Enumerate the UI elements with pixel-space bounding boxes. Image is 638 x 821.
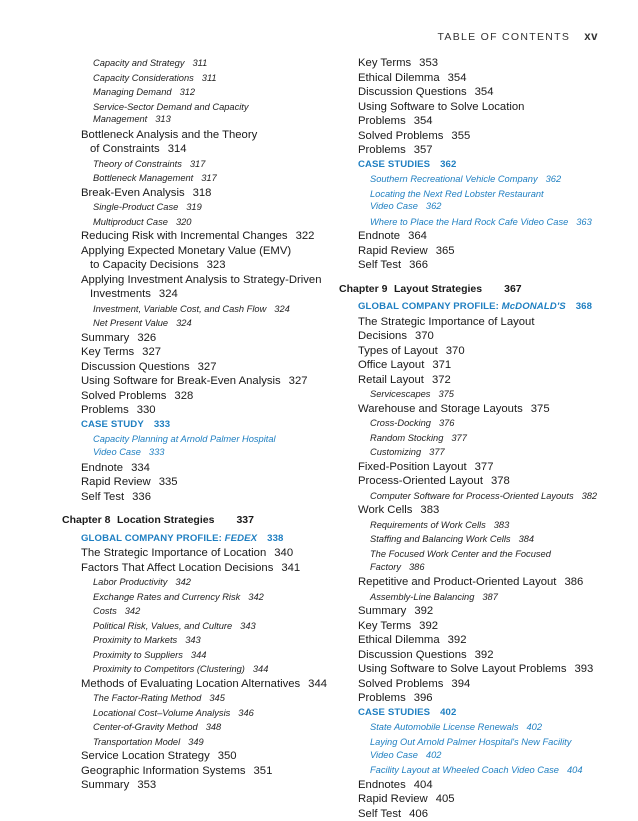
feature-label: GLOBAL COMPANY PROFILE:: [81, 532, 222, 544]
toc-feature-heading[interactable]: [339, 300, 601, 315]
entry-title: Using Software to Solve Layout Problems: [358, 663, 567, 676]
toc-section-entry[interactable]: [62, 360, 330, 375]
toc-subsection-entry[interactable]: [339, 445, 601, 460]
running-head-label: TABLE OF CONTENTS: [437, 31, 571, 43]
toc-subsection-entry[interactable]: [339, 518, 601, 533]
page-number: 402: [425, 749, 442, 760]
feature-label: CASE STUDIES: [358, 158, 431, 170]
entry-title: Servicescapes: [370, 389, 431, 400]
entry-title: Capacity and Strategy: [93, 58, 185, 68]
entry-title: Self Test: [358, 807, 402, 820]
page-number: 317: [201, 173, 217, 184]
page-number: 393: [574, 663, 594, 676]
toc-section-entry[interactable]: [339, 691, 601, 706]
page-number: 376: [438, 418, 455, 429]
toc-section-entry[interactable]: [62, 273, 330, 302]
toc-subsection-entry[interactable]: [339, 590, 601, 605]
page-number: 344: [190, 649, 207, 660]
entry-title: Facility Layout at Wheeled Coach Video Case: [370, 765, 559, 776]
page-number: 326: [137, 331, 157, 344]
page-number: 396: [413, 692, 433, 705]
toc-section-entry[interactable]: [62, 677, 330, 692]
entry-title: Customizing: [370, 447, 422, 458]
toc-case-entry[interactable]: [339, 187, 601, 215]
toc-section-entry[interactable]: [339, 258, 601, 273]
toc-subsection-entry[interactable]: [62, 662, 330, 677]
entry-title: Using Software for Break-Even Analysis: [81, 375, 281, 388]
entry-title: The Strategic Importance of Location: [81, 547, 267, 560]
page-number: 342: [124, 606, 141, 617]
entry-title: Endnote: [81, 461, 124, 474]
feature-company: McDONALD'S: [501, 301, 566, 313]
entry-title: Endnote: [358, 230, 401, 243]
toc-section-entry[interactable]: [339, 358, 601, 373]
page-number: 334: [131, 461, 150, 474]
page-number: 313: [155, 114, 171, 125]
page-number: 367: [504, 282, 522, 295]
page-number: 377: [451, 432, 467, 443]
page-number: 365: [435, 244, 455, 257]
chapter-title: Location Strategies: [117, 514, 215, 527]
page-number: 386: [409, 561, 425, 572]
page-number: 372: [431, 373, 451, 386]
entry-title: Solved Problems: [358, 129, 444, 142]
page-number: 351: [253, 764, 273, 777]
page-number: 362: [440, 158, 457, 170]
page-number: 355: [451, 129, 471, 142]
toc-section-entry[interactable]: [339, 474, 601, 489]
entry-title: Single-Product Case: [93, 202, 179, 213]
entry-title: Managing Demand: [93, 87, 172, 97]
entry-title: Proximity to Competitors (Clustering): [93, 664, 245, 675]
toc-section-entry[interactable]: [62, 345, 330, 360]
entry-title: Random Stocking: [370, 432, 444, 443]
entry-title: Geographic Information Systems: [81, 764, 246, 777]
entry-title: Reducing Risk with Incremental Changes: [81, 230, 288, 243]
toc-subsection-entry[interactable]: [62, 735, 330, 750]
toc-section-entry[interactable]: [62, 764, 330, 779]
toc-section-entry[interactable]: [339, 402, 601, 417]
page-number: 323: [206, 259, 226, 272]
entry-title: Applying Investment Analysis to Strategy-Driven Investments: [81, 273, 322, 301]
entry-title: Investment, Variable Cost, and Cash Flow: [93, 303, 267, 314]
entry-title: Discussion Questions: [358, 648, 467, 661]
page-number: 327: [197, 360, 217, 373]
toc-section-entry[interactable]: [62, 229, 330, 244]
toc-section-entry[interactable]: [62, 546, 330, 561]
toc-left-column: [62, 56, 330, 793]
entry-title: Break-Even Analysis: [81, 186, 185, 199]
entry-title: Cross-Docking: [370, 418, 431, 429]
page-number: 386: [564, 576, 584, 589]
toc-feature-heading[interactable]: [339, 158, 601, 173]
toc-right-column: [339, 56, 601, 821]
entry-title: Key Terms: [358, 619, 412, 632]
toc-section-entry[interactable]: [62, 186, 330, 201]
entry-title: Summary: [81, 331, 130, 344]
page-number: 404: [566, 765, 583, 776]
entry-title: Problems: [358, 144, 406, 156]
page-number: 322: [295, 230, 315, 243]
toc-subsection-entry[interactable]: [62, 215, 330, 230]
toc-section-entry[interactable]: [339, 778, 601, 793]
entry-title: Process-Oriented Layout: [358, 475, 483, 488]
entry-title: Discussion Questions: [81, 360, 190, 373]
page-number: 406: [409, 807, 428, 820]
entry-title: Repetitive and Product-Oriented Layout: [358, 576, 557, 589]
page-number: 314: [167, 143, 187, 156]
entry-title: Computer Software for Process-Oriented Layouts: [370, 490, 574, 501]
page-number: 335: [158, 476, 178, 489]
toc-subsection-entry[interactable]: [62, 604, 330, 619]
page-number: 342: [248, 591, 264, 602]
entry-title: Service-Sector Demand and Capacity Management: [93, 101, 249, 125]
page-number: 392: [414, 605, 434, 618]
entry-title: Bottleneck Analysis and the Theory of Constraints: [81, 128, 258, 156]
entry-title: Solved Problems: [81, 389, 167, 402]
toc-section-entry[interactable]: [339, 677, 601, 692]
page-number: 327: [142, 346, 162, 359]
toc-section-entry[interactable]: [62, 461, 330, 476]
feature-label: CASE STUDIES: [358, 706, 431, 718]
entry-title: The Focused Work Center and the Focused Factory: [370, 548, 551, 572]
toc-section-entry[interactable]: [339, 71, 601, 86]
page-number: 344: [308, 677, 328, 690]
entry-title: Work Cells: [358, 504, 413, 517]
entry-title: Net Present Value: [93, 318, 169, 329]
entry-title: Multiproduct Case: [93, 216, 168, 227]
toc-subsection-entry[interactable]: [62, 633, 330, 648]
toc-subsection-entry[interactable]: [62, 619, 330, 634]
toc-section-entry[interactable]: [339, 604, 601, 619]
page-number: 319: [186, 202, 202, 213]
entry-title: Self Test: [81, 490, 125, 503]
toc-section-entry[interactable]: [62, 128, 330, 157]
toc-case-entry[interactable]: [62, 432, 330, 460]
chapter-number: Chapter 9: [339, 282, 388, 295]
entry-title: Key Terms: [81, 346, 135, 359]
page-number: 317: [189, 158, 206, 169]
toc-feature-heading[interactable]: [62, 532, 330, 547]
page-number: 368: [575, 301, 593, 313]
entry-title: Office Layout: [358, 359, 425, 372]
page-number: 353: [137, 779, 157, 792]
entry-title: Warehouse and Storage Layouts: [358, 402, 523, 415]
toc-subsection-entry[interactable]: [62, 590, 330, 605]
entry-title: Problems: [81, 404, 129, 417]
entry-title: Theory of Constraints: [93, 158, 182, 169]
toc-subsection-entry[interactable]: [62, 575, 330, 590]
toc-section-entry[interactable]: [339, 792, 601, 807]
toc-subsection-entry[interactable]: [62, 691, 330, 706]
entry-title: Staffing and Balancing Work Cells: [370, 534, 511, 545]
toc-section-entry[interactable]: [339, 619, 601, 634]
entry-title: Endnotes: [358, 778, 406, 791]
page-number: 378: [490, 475, 510, 488]
page-number: 324: [274, 303, 290, 314]
entry-title: Ethical Dilemma: [358, 634, 440, 647]
page-number: 357: [413, 144, 433, 156]
page-number: 383: [493, 519, 510, 530]
entry-title: Locational Cost–Volume Analysis: [93, 707, 231, 718]
page-number: 324: [176, 318, 192, 329]
entry-title: Where to Place the Hard Rock Cafe Video Case: [370, 216, 569, 227]
page-number: 312: [179, 87, 196, 97]
entry-title: Applying Expected Monetary Value (EMV) to Capacity Decisions: [81, 244, 292, 272]
toc-section-entry[interactable]: [339, 143, 601, 158]
toc-section-entry[interactable]: [339, 315, 601, 344]
toc-section-entry[interactable]: [339, 662, 601, 677]
entry-title: Rapid Review: [358, 244, 428, 257]
page-number: 402: [526, 722, 543, 733]
page-number: 363: [576, 216, 592, 227]
entry-title: Assembly-Line Balancing: [370, 591, 475, 602]
entry-title: Self Test: [358, 259, 402, 272]
page-number: 324: [158, 288, 178, 301]
page-number: 404: [413, 778, 433, 791]
toc-subsection-entry[interactable]: [62, 720, 330, 735]
toc-subsection-entry[interactable]: [339, 489, 601, 504]
toc-section-entry[interactable]: [339, 244, 601, 259]
page-number: 405: [435, 793, 455, 806]
page-number: 370: [445, 344, 465, 357]
toc-case-entry[interactable]: [339, 735, 601, 763]
entry-title: Methods of Evaluating Location Alternatives: [81, 677, 301, 690]
entry-title: Ethical Dilemma: [358, 71, 440, 84]
page-number: 364: [408, 230, 427, 243]
feature-label: GLOBAL COMPANY PROFILE:: [358, 301, 499, 313]
toc-case-entry[interactable]: [339, 172, 601, 187]
chapter-number: Chapter 8: [62, 514, 111, 527]
running-head: [437, 31, 598, 43]
entry-title: Center-of-Gravity Method: [93, 722, 198, 733]
toc-subsection-entry[interactable]: [62, 316, 330, 331]
page-number: 349: [188, 736, 204, 747]
page-number: 366: [409, 259, 428, 272]
page-number: 350: [217, 750, 237, 763]
toc-section-entry[interactable]: [339, 100, 601, 129]
page-number: 343: [240, 620, 256, 631]
page-number: 392: [447, 634, 467, 647]
page-number: 333: [153, 418, 171, 430]
entry-title: Retail Layout: [358, 373, 424, 386]
page-number: 354: [447, 71, 467, 84]
toc-chapter-heading[interactable]: [339, 282, 601, 297]
page-number: 387: [482, 591, 498, 602]
toc-section-entry[interactable]: [62, 389, 330, 404]
toc-section-entry[interactable]: [62, 374, 330, 389]
page-number: 320: [175, 216, 192, 227]
entry-title: Proximity to Suppliers: [93, 649, 183, 660]
toc-section-entry[interactable]: [62, 244, 330, 273]
page-number: 377: [429, 447, 445, 458]
page-number: 382: [581, 490, 598, 501]
toc-section-entry[interactable]: [62, 561, 330, 576]
page-number: 384: [518, 534, 535, 545]
entry-title: Bottleneck Management: [93, 173, 194, 184]
toc-subsection-entry[interactable]: [339, 387, 601, 402]
entry-title: Rapid Review: [81, 476, 151, 489]
toc-subsection-entry[interactable]: [62, 706, 330, 721]
page-number: 383: [420, 504, 440, 517]
toc-section-entry[interactable]: [339, 633, 601, 648]
entry-title: Costs: [93, 606, 117, 617]
page-number: 354: [413, 115, 433, 127]
entry-title: The Strategic Importance of Layout Decisions: [358, 315, 535, 343]
toc-subsection-entry[interactable]: [62, 200, 330, 215]
chapter-title: Layout Strategies: [394, 282, 483, 295]
entry-title: Discussion Questions: [358, 86, 467, 98]
page-number: 375: [530, 402, 550, 415]
feature-label: CASE STUDY: [81, 418, 144, 430]
page-number: 402: [440, 706, 457, 718]
toc-section-entry[interactable]: [339, 344, 601, 359]
toc-subsection-entry[interactable]: [62, 302, 330, 317]
page-number: 375: [438, 389, 454, 400]
entry-title: Labor Productivity: [93, 577, 168, 588]
toc-subsection-entry[interactable]: [62, 648, 330, 663]
page-number: 371: [432, 359, 452, 372]
page-number: 354: [474, 86, 494, 98]
entry-title: Service Location Strategy: [81, 750, 210, 763]
entry-title: Southern Recreational Vehicle Company: [370, 174, 538, 184]
toc-subsection-entry[interactable]: [62, 100, 330, 128]
toc-section-entry[interactable]: [62, 490, 330, 505]
toc-case-entry[interactable]: [339, 763, 601, 778]
page-number: 394: [451, 677, 471, 690]
page-number: 337: [236, 514, 254, 527]
entry-title: Locating the Next Red Lobster Restaurant Video Case: [370, 188, 544, 212]
toc-section-entry[interactable]: [339, 648, 601, 663]
entry-title: Requirements of Work Cells: [370, 519, 486, 530]
page-number: 330: [136, 404, 156, 417]
page-number: 362: [545, 174, 562, 184]
toc-subsection-entry[interactable]: [62, 71, 330, 86]
toc-section-entry[interactable]: [62, 778, 330, 793]
entry-title: Rapid Review: [358, 793, 428, 806]
toc-section-entry[interactable]: [62, 331, 330, 346]
toc-section-entry[interactable]: [339, 85, 601, 100]
page-number: 327: [288, 375, 308, 388]
toc-subsection-entry[interactable]: [339, 532, 601, 547]
entry-title: Capacity Considerations: [93, 72, 194, 83]
page-number: 346: [238, 707, 254, 718]
toc-case-entry[interactable]: [339, 215, 601, 230]
entry-title: Summary: [81, 779, 130, 792]
page-number: 338: [267, 532, 284, 544]
page-number: 311: [201, 72, 217, 83]
toc-chapter-heading[interactable]: [62, 513, 330, 528]
toc-section-entry[interactable]: [339, 807, 601, 821]
page-number: 353: [419, 57, 439, 69]
page-number: xv: [584, 31, 598, 43]
page-number: 341: [281, 561, 301, 574]
entry-title: State Automobile License Renewals: [370, 722, 519, 733]
entry-title: Political Risk, Values, and Culture: [93, 620, 233, 631]
toc-case-entry[interactable]: [339, 720, 601, 735]
page-number: 311: [192, 58, 208, 68]
page-number: 348: [205, 722, 222, 733]
page-number: 336: [132, 490, 151, 503]
toc-feature-heading[interactable]: [339, 706, 601, 721]
toc-section-entry[interactable]: [62, 475, 330, 490]
entry-title: Using Software to Solve Location Problems: [358, 100, 525, 127]
entry-title: Problems: [358, 692, 406, 705]
toc-section-entry[interactable]: [339, 56, 601, 71]
toc-subsection-entry[interactable]: [339, 547, 601, 575]
toc-subsection-entry[interactable]: [62, 171, 330, 186]
toc-section-entry[interactable]: [62, 749, 330, 764]
page-number: 392: [419, 619, 439, 632]
toc-subsection-entry[interactable]: [339, 431, 601, 446]
entry-title: Solved Problems: [358, 677, 444, 690]
toc-section-entry[interactable]: [339, 503, 601, 518]
entry-title: The Factor-Rating Method: [93, 693, 202, 704]
page-number: 345: [209, 693, 225, 704]
toc-section-entry[interactable]: [339, 129, 601, 144]
page-number: 392: [474, 648, 494, 661]
entry-title: Types of Layout: [358, 344, 438, 357]
page-number: 333: [148, 447, 165, 458]
toc-section-entry[interactable]: [339, 373, 601, 388]
entry-title: Key Terms: [358, 57, 412, 69]
toc-feature-heading[interactable]: [62, 418, 330, 433]
toc-section-entry[interactable]: [339, 460, 601, 475]
entry-title: Laying Out Arnold Palmer Hospital's New Facility Video Case: [370, 736, 572, 760]
page-number: 318: [192, 186, 212, 199]
page-number: 340: [274, 547, 294, 560]
page-number: 328: [174, 389, 194, 402]
entry-title: Exchange Rates and Currency Risk: [93, 591, 241, 602]
entry-title: Summary: [358, 605, 407, 618]
feature-company: FEDEX: [224, 532, 258, 544]
entry-title: Proximity to Markets: [93, 635, 178, 646]
entry-title: Factors That Affect Location Decisions: [81, 561, 274, 574]
toc-section-entry[interactable]: [62, 403, 330, 418]
toc-subsection-entry[interactable]: [339, 416, 601, 431]
entry-title: Fixed-Position Layout: [358, 460, 467, 473]
page-number: 370: [414, 330, 434, 343]
page-number: 362: [425, 201, 442, 212]
toc-subsection-entry[interactable]: [62, 56, 330, 71]
entry-title: Transportation Model: [93, 736, 181, 747]
page-number: 342: [175, 577, 191, 588]
page-number: 344: [252, 664, 269, 675]
page-number: 343: [185, 635, 201, 646]
toc-subsection-entry[interactable]: [62, 157, 330, 172]
toc-subsection-entry[interactable]: [62, 85, 330, 100]
toc-section-entry[interactable]: [339, 575, 601, 590]
toc-section-entry[interactable]: [339, 229, 601, 244]
entry-title: Capacity Planning at Arnold Palmer Hospital Video Case: [93, 434, 276, 458]
page-number: 377: [474, 460, 494, 473]
